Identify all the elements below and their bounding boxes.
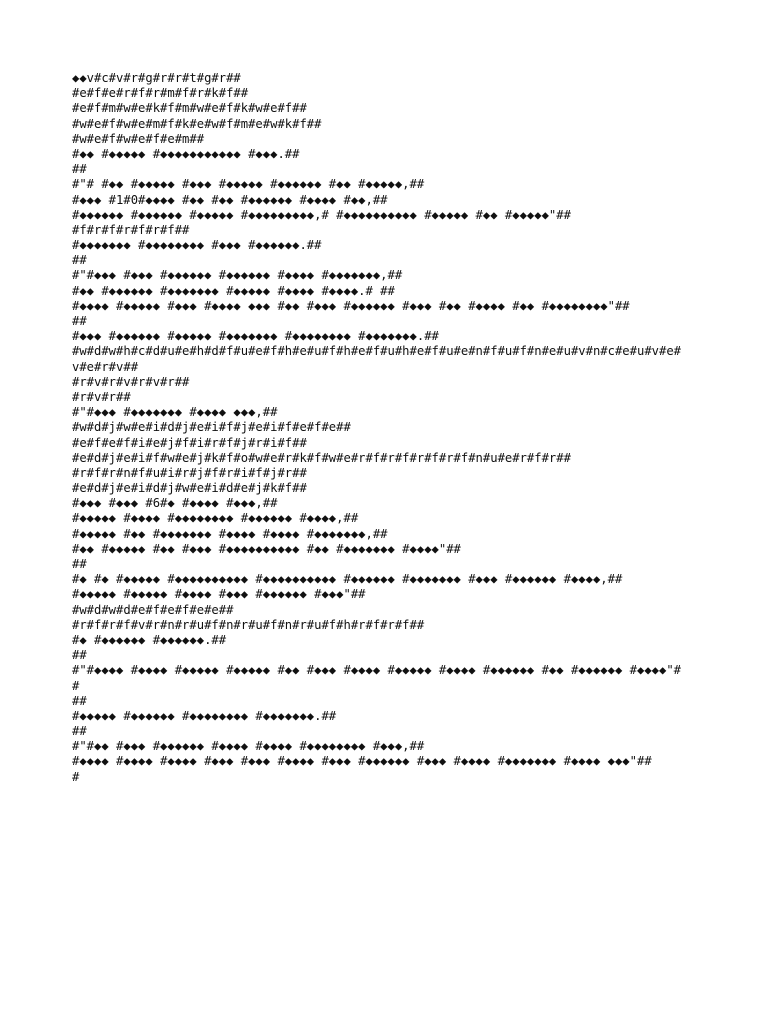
text-line: #"# #◆◆ #◆◆◆◆◆ #◆◆◆ #◆◆◆◆◆ #◆◆◆◆◆◆ #◆◆ #◆◆◆◆◆,## — [72, 177, 425, 192]
text-line: #◆◆◆◆◆◆◆ #◆◆◆◆◆◆◆◆ #◆◆◆ #◆◆◆◆◆◆.## — [72, 238, 322, 253]
text-line: ## — [72, 162, 87, 177]
text-line: ## — [72, 314, 87, 328]
text-line: ◆◆v#c#v#r#g#r#r#t#g#r## — [72, 71, 241, 85]
text-line: #◆◆ #◆◆◆◆◆◆ #◆◆◆◆◆◆◆ #◆◆◆◆◆ #◆◆◆◆ #◆◆◆◆.# ## — [72, 283, 395, 298]
text-line: #r#f#r#f#v#r#n#r#u#f#n#r#u#f#n#r#u#f#h#r#f#r#f## — [72, 617, 425, 632]
text-line: #w#d#w#h#c#d#u#e#h#d#f#u#e#f#h#e#u#f#h#e#f#u#h#e#f#u#e#n#f#u#f#n#e#u#v#n#c#e#u#v#e# — [72, 344, 682, 359]
text-line: #w#e#f#w#e#f#e#m## — [72, 131, 205, 146]
text-line: #◆◆ #◆◆◆◆◆ #◆◆ #◆◆◆ #◆◆◆◆◆◆◆◆◆◆ #◆◆ #◆◆◆◆◆◆◆ #◆◆◆◆"## — [72, 541, 461, 556]
text-line: # — [72, 678, 80, 693]
text-line: #e#d#j#e#i#d#j#w#e#i#d#e#j#k#f## — [72, 481, 307, 496]
text-line: #"#◆◆ #◆◆◆ #◆◆◆◆◆◆ #◆◆◆◆ #◆◆◆◆ #◆◆◆◆◆◆◆◆ #◆◆◆,## — [72, 739, 425, 754]
text-line: #◆◆◆◆◆ #◆◆ #◆◆◆◆◆◆◆ #◆◆◆◆ #◆◆◆◆ #◆◆◆◆◆◆◆,## — [72, 526, 388, 541]
text-line: ## — [72, 557, 87, 571]
text-line: #r#f#r#n#f#u#i#r#j#f#r#i#f#j#r## — [72, 465, 307, 480]
text-line: ## — [72, 253, 87, 268]
text-line: #◆◆◆◆◆ #◆◆◆◆ #◆◆◆◆◆◆◆◆ #◆◆◆◆◆◆ #◆◆◆◆,## — [72, 511, 359, 526]
text-line: ## — [72, 693, 87, 708]
text-line: #◆◆◆◆◆◆ #◆◆◆◆◆◆ #◆◆◆◆◆ #◆◆◆◆◆◆◆◆◆,# #◆◆◆◆◆◆◆◆◆◆ #◆◆◆◆◆ #◆◆ #◆◆◆◆◆"## — [72, 207, 571, 222]
text-line: #e#d#j#e#i#f#w#e#j#k#f#o#w#e#r#k#f#w#e#r#f#r#f#r#f#r#f#n#u#e#r#f#r## — [72, 450, 571, 465]
text-line: #r#v#r## — [72, 389, 131, 404]
text-line: #e#f#m#w#e#k#f#m#w#e#f#k#w#e#f## — [72, 101, 307, 116]
text-line: #w#d#j#w#e#i#d#j#e#i#f#j#e#i#f#e#f#e## — [72, 420, 351, 435]
text-line: v#e#r#v## — [72, 359, 139, 374]
text-line: #"#◆◆◆ #◆◆◆ #◆◆◆◆◆◆ #◆◆◆◆◆◆ #◆◆◆◆ #◆◆◆◆◆◆◆,## — [72, 268, 403, 283]
text-line: #"#◆◆◆◆ #◆◆◆◆ #◆◆◆◆◆ #◆◆◆◆◆ #◆◆ #◆◆◆ #◆◆◆◆ #◆◆◆◆◆ #◆◆◆◆ #◆◆◆◆◆◆ #◆◆ #◆◆◆◆◆◆ #◆◆◆◆"# — [72, 663, 682, 678]
text-line: #◆◆◆ #1#0#◆◆◆◆ #◆◆ #◆◆ #◆◆◆◆◆◆ #◆◆◆◆ #◆◆,## — [72, 192, 388, 207]
text-line: #◆◆◆ #◆◆◆◆◆◆ #◆◆◆◆◆ #◆◆◆◆◆◆◆ #◆◆◆◆◆◆◆◆ #◆◆◆◆◆◆◆.## — [72, 329, 439, 344]
text-line: #◆◆◆◆◆ #◆◆◆◆◆ #◆◆◆◆ #◆◆◆ #◆◆◆◆◆◆ #◆◆◆"## — [72, 587, 366, 602]
text-line: #◆◆◆ #◆◆◆ #6#◆ #◆◆◆◆ #◆◆◆,## — [72, 496, 278, 511]
text-line: #w#e#f#w#e#m#f#k#e#w#f#m#e#w#k#f## — [72, 116, 322, 131]
text-line: #◆◆◆◆ #◆◆◆◆◆ #◆◆◆ #◆◆◆◆ ◆◆◆ #◆◆ #◆◆◆ #◆◆◆◆◆◆ #◆◆◆ #◆◆ #◆◆◆◆ #◆◆ #◆◆◆◆◆◆◆◆"## — [72, 298, 630, 313]
text-line: #◆◆◆◆ #◆◆◆◆ #◆◆◆◆ #◆◆◆ #◆◆◆ #◆◆◆◆ #◆◆◆ #◆◆◆◆◆◆ #◆◆◆ #◆◆◆◆ #◆◆◆◆◆◆◆ #◆◆◆◆ ◆◆◆"## — [72, 754, 652, 769]
text-line: # — [72, 769, 80, 784]
text-line: #e#f#e#r#f#r#m#f#r#k#f## — [72, 86, 249, 101]
text-line: #r#v#r#v#r#v#r## — [72, 374, 190, 389]
text-line: ## — [72, 724, 87, 739]
text-line: #◆ #◆◆◆◆◆◆ #◆◆◆◆◆◆.## — [72, 632, 227, 647]
text-line: ## — [72, 648, 87, 663]
text-line: #◆◆◆◆◆ #◆◆◆◆◆◆ #◆◆◆◆◆◆◆◆ #◆◆◆◆◆◆◆.## — [72, 708, 337, 723]
text-line: #e#f#e#f#i#e#j#f#i#r#f#j#r#i#f## — [72, 435, 307, 450]
document-body — [72, 71, 702, 785]
text-line: #◆◆ #◆◆◆◆◆ #◆◆◆◆◆◆◆◆◆◆◆ #◆◆◆.## — [72, 146, 300, 161]
text-line: #◆ #◆ #◆◆◆◆◆ #◆◆◆◆◆◆◆◆◆◆ #◆◆◆◆◆◆◆◆◆◆ #◆◆◆◆◆◆ #◆◆◆◆◆◆◆ #◆◆◆ #◆◆◆◆◆◆ #◆◆◆◆,## — [72, 572, 623, 587]
text-line: #"#◆◆◆ #◆◆◆◆◆◆◆ #◆◆◆◆ ◆◆◆,## — [72, 405, 278, 420]
text-line: #f#r#f#r#f#r#f## — [72, 222, 190, 237]
text-line: #w#d#w#d#e#f#e#f#e#e## — [72, 602, 234, 617]
